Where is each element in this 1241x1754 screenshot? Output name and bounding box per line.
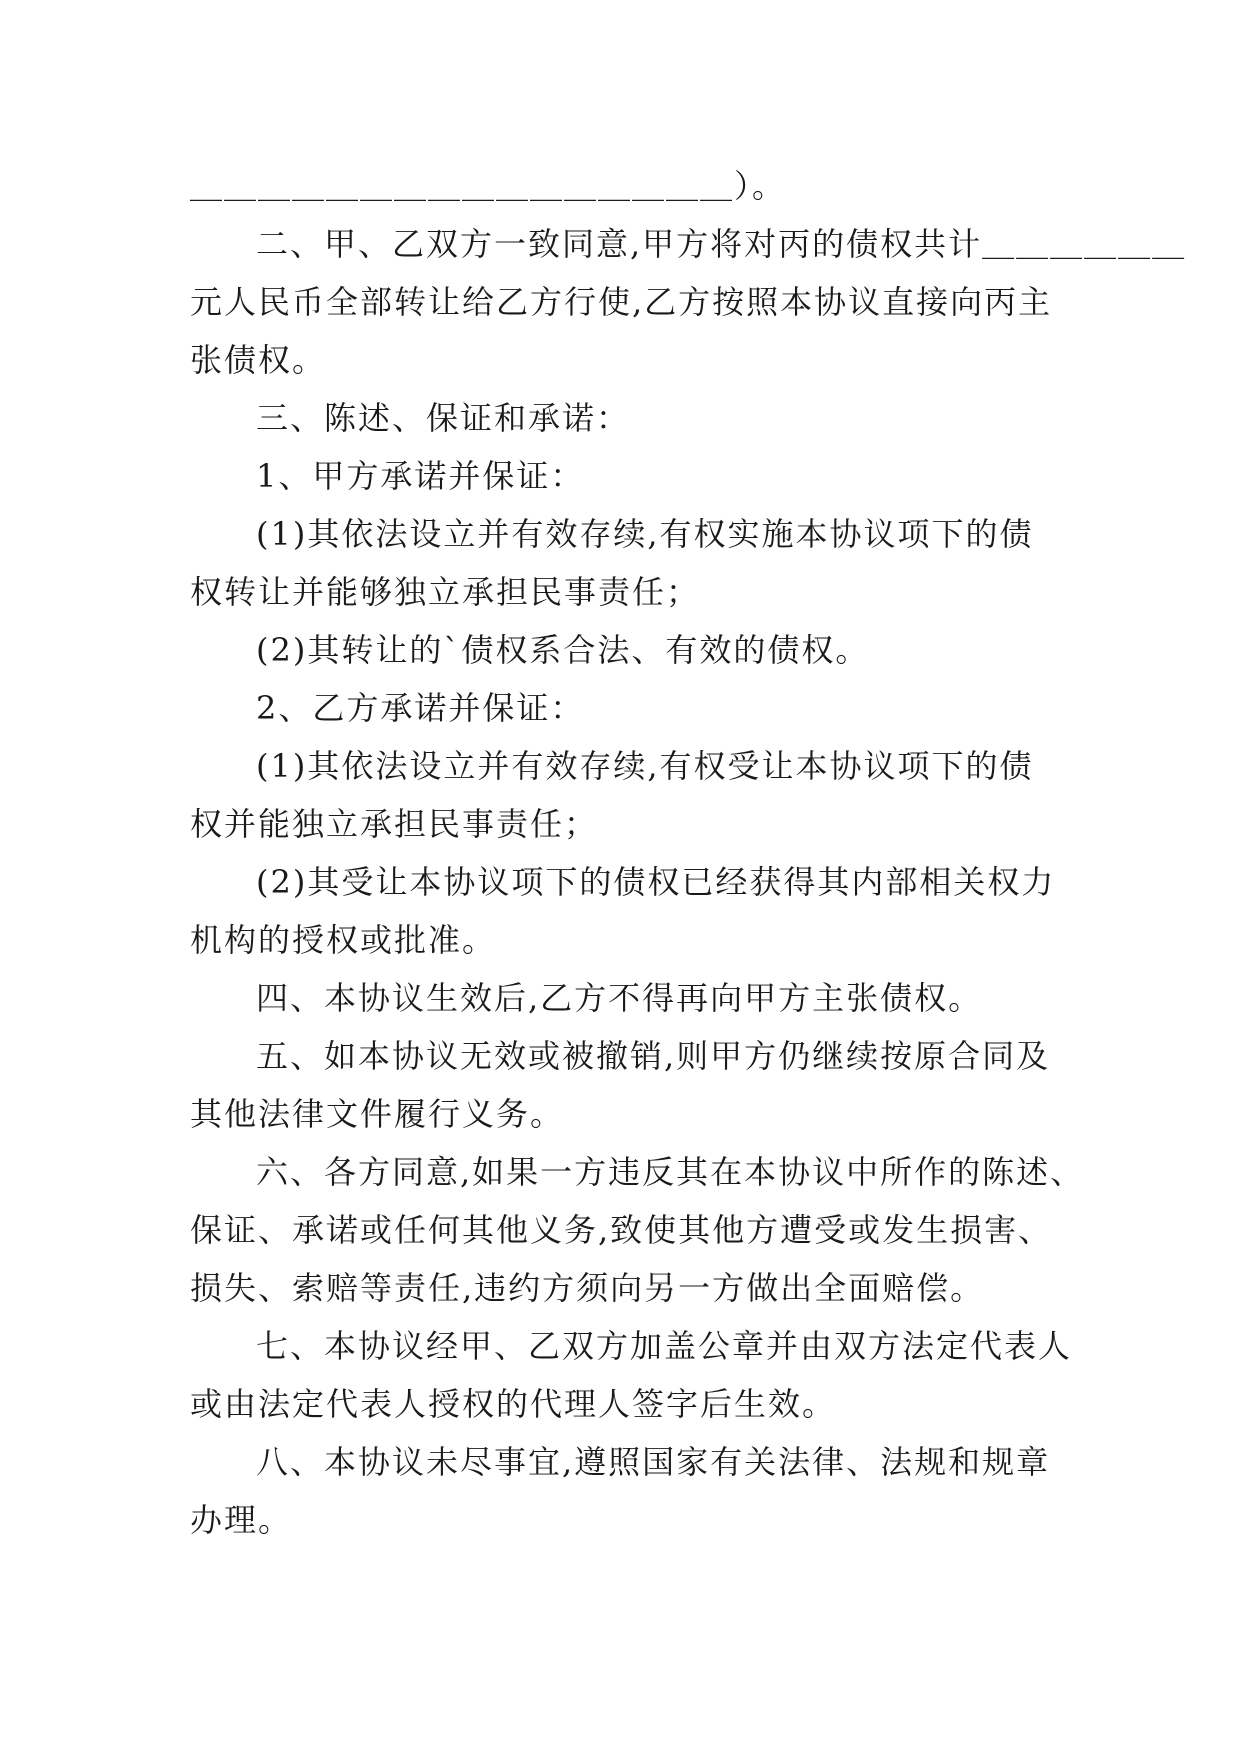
text-line: 保证、承诺或任何其他义务,致使其他方遭受或发生损害、 <box>190 1211 1053 1249</box>
document-body <box>190 157 1187 1549</box>
text-line: (2)其转让的`债权系合法、有效的债权。 <box>256 631 870 669</box>
text-line: (1)其依法设立并有效存续,有权受让本协议项下的债 <box>256 747 1034 785</box>
text-line: 办理。 <box>190 1501 293 1539</box>
text-line: 七、本协议经甲、乙双方加盖公章并由双方法定代表人 <box>256 1327 1073 1365</box>
text-line: 1、甲方承诺并保证： <box>256 457 585 495</box>
text-line: 四、本协议生效后,乙方不得再向甲方主张债权。 <box>256 979 983 1017</box>
text-line: 三、陈述、保证和承诺： <box>256 399 631 437</box>
text-line: 机构的授权或批准。 <box>190 921 497 959</box>
text-line: (2)其受让本协议项下的债权已经获得其内部相关权力 <box>256 863 1056 901</box>
text-line: 2、乙方承诺并保证： <box>256 689 585 727</box>
text-line: 损失、索赔等责任,违约方须向另一方做出全面赔偿。 <box>190 1269 985 1307</box>
text-line: ＿＿＿＿＿＿＿＿＿＿＿＿＿＿＿＿）。 <box>190 167 787 205</box>
text-line: (1)其依法设立并有效存续,有权实施本协议项下的债 <box>256 515 1034 553</box>
text-line: 其他法律文件履行义务。 <box>190 1095 565 1133</box>
text-line: 五、如本协议无效或被撤销,则甲方仍继续按原合同及 <box>256 1037 1051 1075</box>
text-line: 张债权。 <box>190 341 327 379</box>
text-line: 权转让并能够独立承担民事责任； <box>190 573 701 611</box>
text-line: 权并能独立承担民事责任； <box>190 805 599 843</box>
text-line: 八、本协议未尽事宜,遵照国家有关法律、法规和规章 <box>256 1443 1051 1481</box>
text-line: 六、各方同意,如果一方违反其在本协议中所作的陈述、 <box>256 1153 1085 1191</box>
text-line: 二、甲、乙双方一致同意,甲方将对丙的债权共计＿＿＿＿＿＿ <box>256 225 1187 263</box>
text-line: 或由法定代表人授权的代理人签字后生效。 <box>190 1385 837 1423</box>
text-line: 元人民币全部转让给乙方行使,乙方按照本协议直接向丙主 <box>190 283 1053 321</box>
